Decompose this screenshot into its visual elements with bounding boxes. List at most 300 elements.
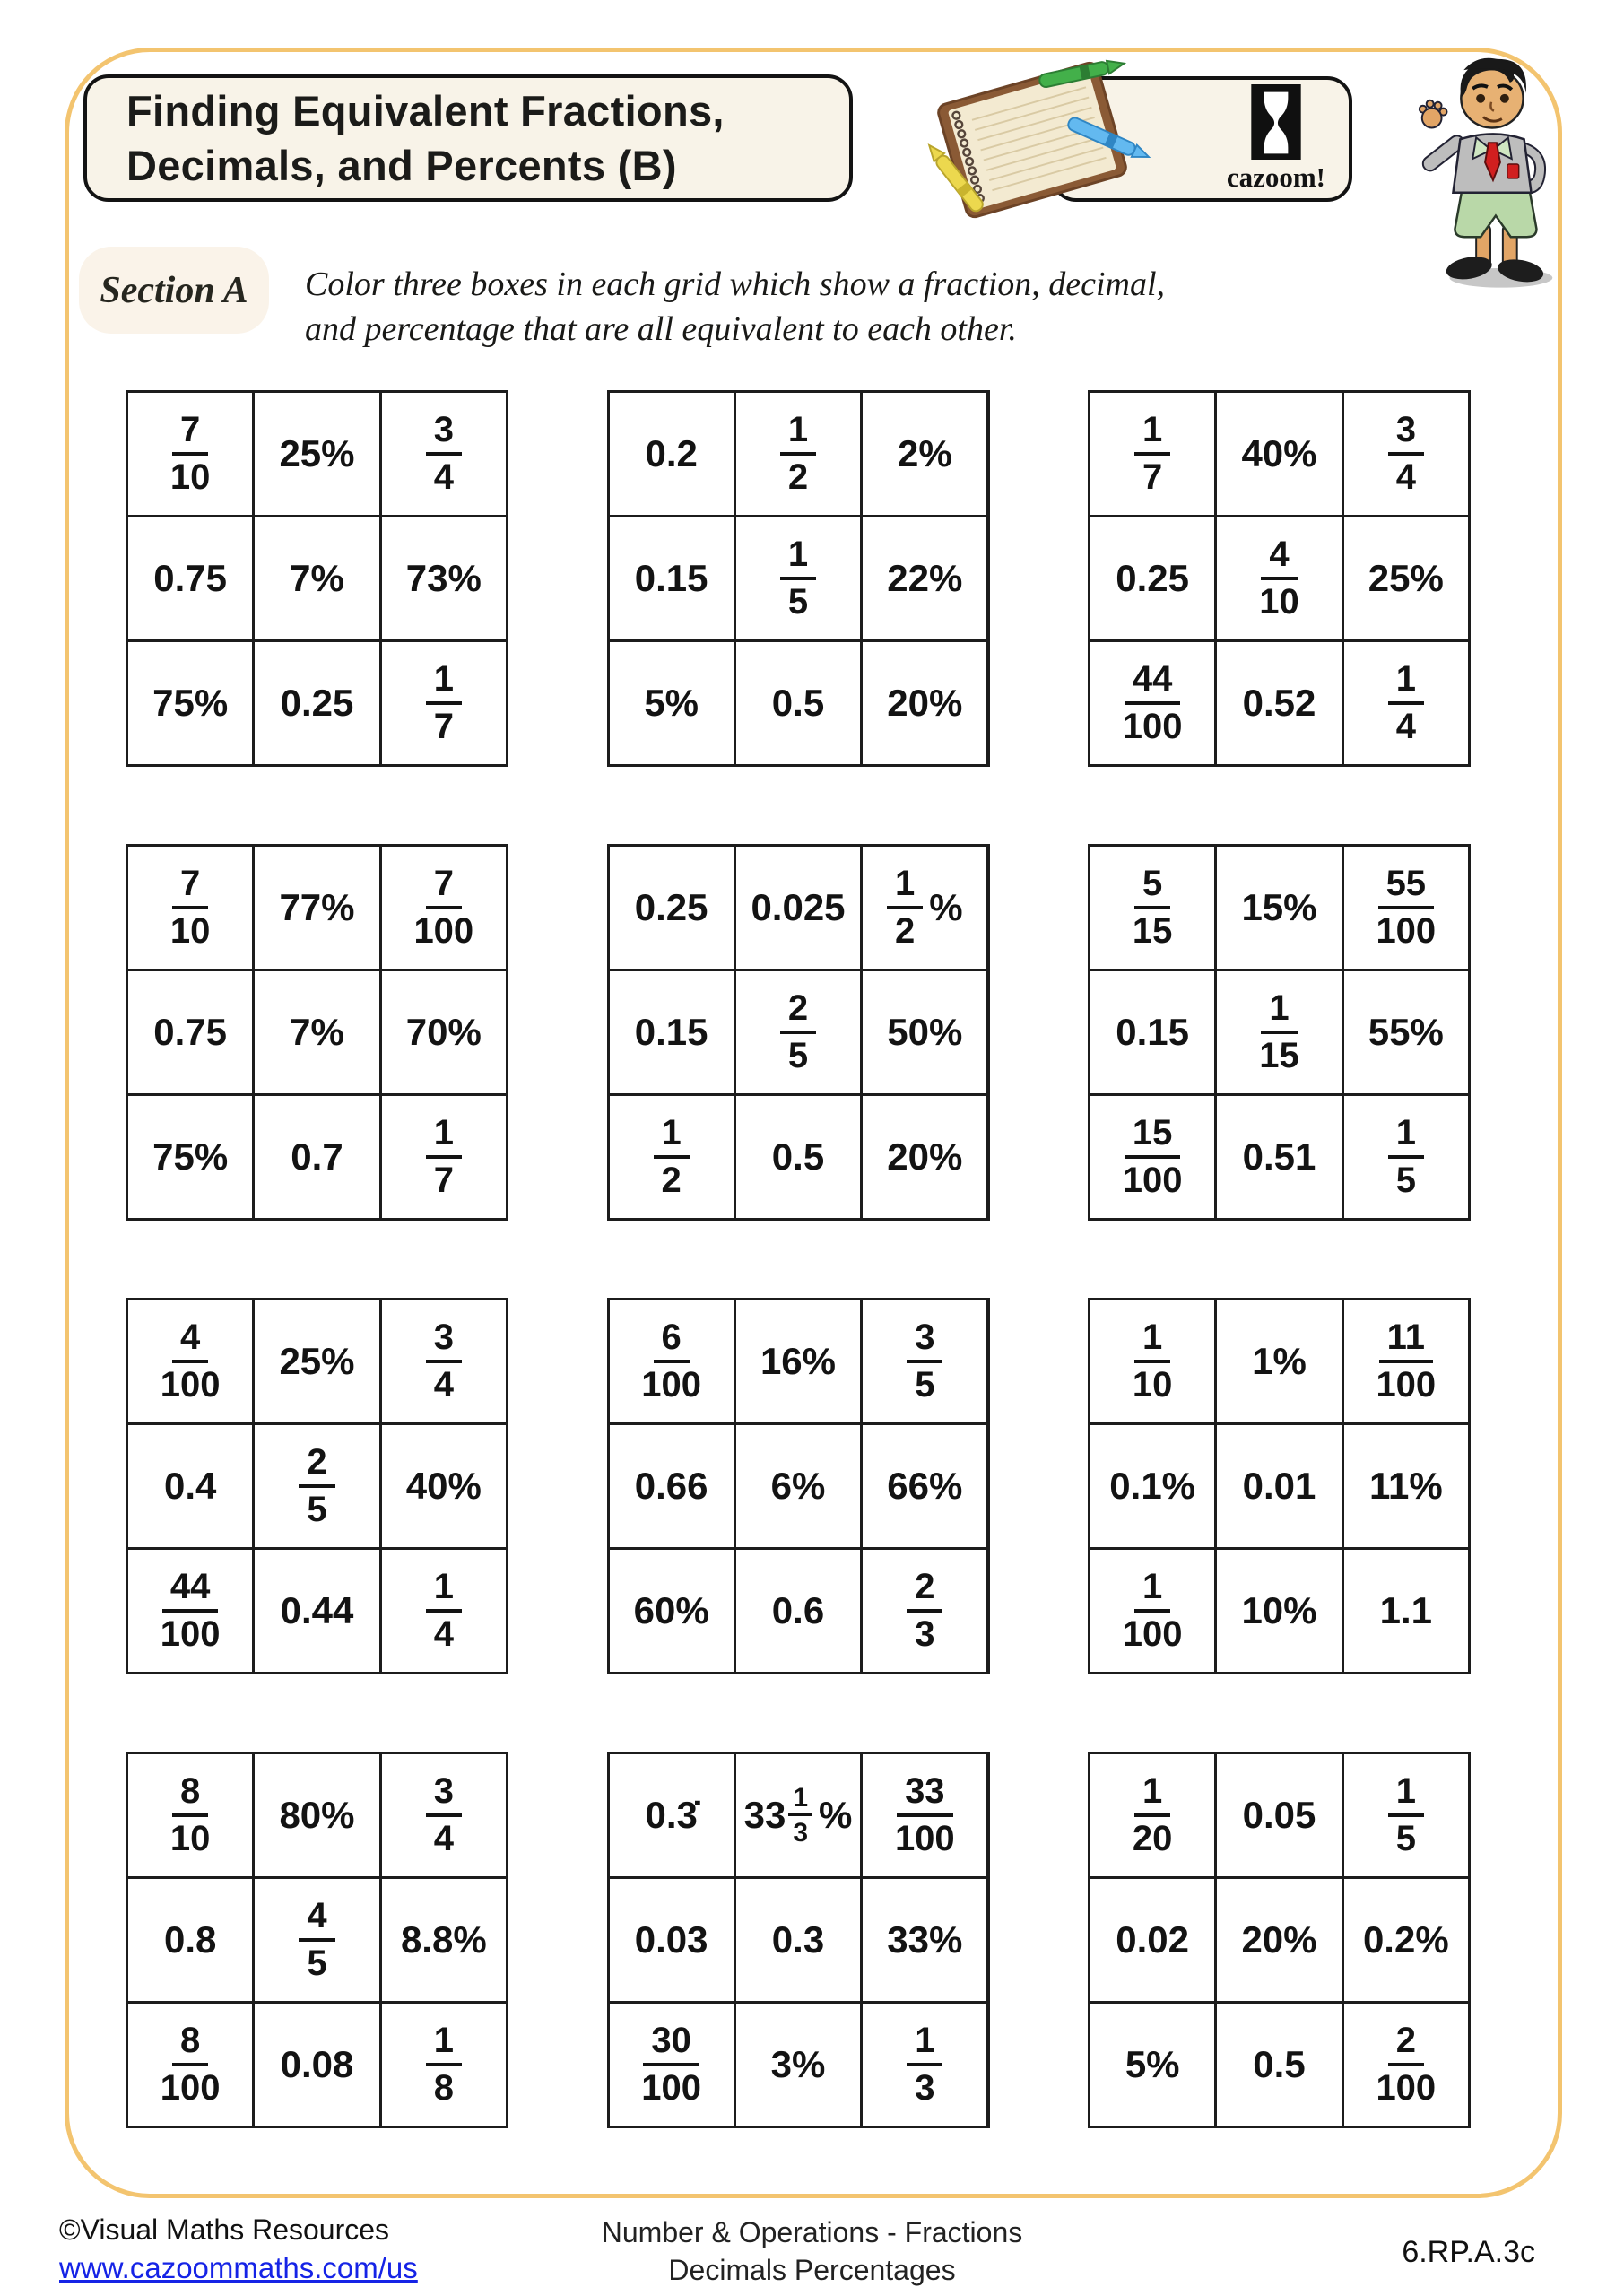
fraction-numerator: 5 (1134, 865, 1170, 909)
fraction-numerator: 1 (1134, 1319, 1170, 1363)
cell-value: 40% (1241, 432, 1317, 474)
boy-illustration (1402, 43, 1579, 292)
grid-8-cell-r3-c2[interactable] (736, 1550, 860, 1672)
grid-6-cell-r3-c3[interactable] (1344, 1096, 1468, 1218)
grid-10-cell-r3-c3[interactable] (382, 2004, 506, 2126)
fraction-numerator: 3 (907, 1319, 942, 1363)
grid-1-cell-r2-c2[interactable] (255, 517, 378, 639)
equivalence-grid-7 (126, 1298, 508, 1674)
fraction-numerator: 1 (788, 1785, 812, 1816)
grid-7-cell-r2-c2[interactable] (255, 1425, 378, 1547)
grid-3-cell-r3-c3[interactable] (1344, 642, 1468, 764)
fraction (299, 1444, 334, 1528)
grid-3-cell-r3-c1[interactable] (1090, 642, 1214, 764)
cell-value: 5% (644, 682, 699, 724)
cell-value: 0.05 (1242, 1794, 1316, 1836)
standard-code: 6.RP.A.3c (1402, 2235, 1535, 2269)
grid-11-cell-r3-c3[interactable] (863, 2004, 986, 2126)
fraction (161, 1319, 221, 1404)
percent-suffix: % (929, 886, 963, 928)
grid-6-cell-r2-c2[interactable] (1217, 971, 1341, 1093)
grid-5-cell-r3-c2[interactable] (736, 1096, 860, 1218)
fraction-numerator: 1 (1134, 1569, 1170, 1613)
fraction-numerator: 1 (654, 1115, 690, 1159)
grid-1-cell-r1-c2[interactable] (255, 393, 378, 515)
grid-12-cell-r1-c3[interactable] (1344, 1754, 1468, 1876)
fraction (1388, 1773, 1424, 1857)
fraction-numerator: 3 (1388, 412, 1424, 456)
fraction-numerator: 2 (907, 1569, 942, 1613)
grid-12-cell-r3-c2[interactable] (1217, 2004, 1341, 2126)
fraction-denominator: 7 (433, 707, 454, 746)
cell-value: 0.15 (1116, 1011, 1190, 1053)
grid-2-cell-r3-c3[interactable] (863, 642, 986, 764)
equivalence-grid-9 (1088, 1298, 1471, 1674)
equivalence-grid-5 (607, 844, 990, 1221)
grid-8-cell-r2-c3[interactable] (863, 1425, 986, 1547)
fraction-denominator: 2 (895, 911, 916, 951)
fraction-numerator: 1 (1388, 661, 1424, 705)
grid-7-cell-r3-c2[interactable] (255, 1550, 378, 1672)
fraction-denominator: 100 (1376, 2068, 1437, 2108)
grid-4-cell-r2-c3[interactable] (382, 971, 506, 1093)
cazoommaths-link[interactable]: www.cazoommaths.com/us (59, 2251, 418, 2284)
fraction (1259, 990, 1299, 1074)
grid-5-cell-r2-c3[interactable] (863, 971, 986, 1093)
fraction (161, 2022, 221, 2107)
fraction (654, 1115, 690, 1199)
grid-1-cell-r3-c3[interactable] (382, 642, 506, 764)
fraction-denominator: 15 (1259, 1036, 1299, 1075)
grid-7-cell-r2-c1[interactable] (128, 1425, 252, 1547)
grid-8-cell-r1-c2[interactable] (736, 1300, 860, 1422)
copyright-text: ©Visual Maths Resources (59, 2213, 390, 2246)
grids-area (126, 390, 1471, 2128)
grid-7-cell-r1-c2[interactable] (255, 1300, 378, 1422)
grid-7-cell-r1-c3[interactable] (382, 1300, 506, 1422)
cell-value: 25% (279, 1340, 355, 1382)
cell-value: 0.08 (280, 2043, 354, 2085)
cell-value: 0.03 (634, 1918, 708, 1961)
equivalence-grid-3 (1088, 390, 1471, 767)
grid-12-cell-r3-c1[interactable] (1090, 2004, 1214, 2126)
fraction-denominator: 15 (1132, 911, 1173, 951)
cell-value: 1.1 (1379, 1589, 1433, 1631)
fraction-numerator: 8 (172, 1773, 208, 1817)
fraction-numerator: 1 (426, 2022, 462, 2066)
grid-1-cell-r1-c3[interactable] (382, 393, 506, 515)
equivalence-grid-1 (126, 390, 508, 767)
grid-3-cell-r2-c1[interactable] (1090, 517, 1214, 639)
grid-3-cell-r2-c3[interactable] (1344, 517, 1468, 639)
cell-value: 25% (1368, 557, 1444, 599)
grid-9-cell-r1-c3[interactable] (1344, 1300, 1468, 1422)
cell-value: 0.7 (291, 1135, 343, 1178)
fraction-denominator: 5 (307, 1490, 327, 1529)
fraction (907, 1569, 942, 1653)
cell-value: 11% (1368, 1465, 1443, 1507)
cell-value: 8.8% (400, 1918, 487, 1961)
grid-9-cell-r3-c3[interactable] (1344, 1550, 1468, 1672)
page-title-line-2: Decimals, and Percents (B) (126, 142, 677, 189)
fraction (426, 1319, 462, 1404)
fraction-denominator: 8 (433, 2068, 454, 2108)
fraction (161, 1569, 221, 1653)
cell-value: 0.25 (280, 682, 354, 724)
grid-8-cell-r3-c3[interactable] (863, 1550, 986, 1672)
cell-value: 0.2 (645, 432, 698, 474)
cell-value: 0.3 (771, 1918, 825, 1961)
mixed-number-whole: 33 (743, 1794, 786, 1836)
fraction-numerator: 1 (426, 1115, 462, 1159)
cell-value: 0.6 (771, 1589, 825, 1631)
fraction-denominator: 7 (433, 1161, 454, 1200)
fraction-numerator: 8 (172, 2022, 208, 2066)
fraction-numerator: 2 (780, 990, 816, 1034)
grid-1-cell-r2-c1[interactable] (128, 517, 252, 639)
footer-category-line-1: Number & Operations - Fractions (601, 2216, 1023, 2248)
fraction (1388, 661, 1424, 745)
grid-11-cell-r1-c1[interactable] (610, 1754, 734, 1876)
grid-10-cell-r1-c3[interactable] (382, 1754, 506, 1876)
grid-4-cell-r3-c3[interactable] (382, 1096, 506, 1218)
fraction-denominator: 5 (915, 1365, 935, 1405)
fraction (426, 1569, 462, 1653)
fraction-denominator: 7 (1142, 457, 1163, 497)
fraction (641, 2022, 701, 2107)
fraction-denominator: 100 (1122, 1614, 1183, 1654)
grid-3-cell-r1-c1[interactable] (1090, 393, 1214, 515)
equivalence-grid-8 (607, 1298, 990, 1674)
cell-value: 0.01 (1242, 1465, 1316, 1507)
grid-9-cell-r2-c2[interactable] (1217, 1425, 1341, 1547)
fraction (1259, 536, 1299, 621)
cell-value: 6% (770, 1465, 826, 1507)
fraction (1376, 2022, 1436, 2107)
fraction-denominator: 100 (894, 1819, 955, 1858)
fraction-numerator: 1 (1134, 412, 1170, 456)
cell-value: 0.25 (634, 886, 708, 928)
grid-8-cell-r1-c3[interactable] (863, 1300, 986, 1422)
equivalence-grid-11 (607, 1752, 990, 2128)
cell-value: 7% (290, 557, 344, 599)
grid-7-cell-r2-c3[interactable] (382, 1425, 506, 1547)
cell-value: 0.44 (280, 1589, 354, 1631)
grid-5-cell-r2-c2[interactable] (736, 971, 860, 1093)
fraction (641, 1319, 701, 1404)
grid-6-cell-r1-c1[interactable] (1090, 847, 1214, 969)
fraction (1388, 412, 1424, 496)
cazoom-brand-text: cazoom! (1226, 161, 1325, 193)
grid-8-cell-r2-c1[interactable] (610, 1425, 734, 1547)
grid-6-cell-r3-c2[interactable] (1217, 1096, 1341, 1218)
fraction-denominator: 4 (433, 1819, 454, 1858)
cell-value: 5% (1125, 2043, 1180, 2085)
fraction-denominator: 5 (1395, 1161, 1416, 1200)
fraction-denominator: 10 (169, 457, 211, 497)
fraction-denominator: 4 (1395, 457, 1416, 497)
instructions-line-1: Color three boxes in each grid which show a fraction, decimal, (305, 265, 1166, 303)
fraction (780, 990, 816, 1074)
cell-value: 33% (887, 1918, 963, 1961)
fraction (170, 865, 211, 950)
fraction (170, 1773, 211, 1857)
cell-value: 50% (887, 1011, 963, 1053)
grid-3-cell-r1-c2[interactable] (1217, 393, 1341, 515)
grid-7-cell-r3-c1[interactable] (128, 1550, 252, 1672)
grid-8-cell-r1-c1[interactable] (610, 1300, 734, 1422)
fraction-denominator: 4 (1395, 707, 1416, 746)
grid-5-cell-r3-c3[interactable] (863, 1096, 986, 1218)
fraction-denominator: 5 (787, 1036, 809, 1075)
cell-value: 1% (1252, 1340, 1307, 1382)
grid-9-cell-r1-c2[interactable] (1217, 1300, 1341, 1422)
fraction-denominator: 100 (160, 1365, 221, 1405)
title-box (83, 74, 853, 202)
grid-6-cell-r2-c3[interactable] (1344, 971, 1468, 1093)
grid-7-cell-r3-c3[interactable] (382, 1550, 506, 1672)
grid-6-cell-r1-c3[interactable] (1344, 847, 1468, 969)
grid-9-cell-r3-c2[interactable] (1217, 1550, 1341, 1672)
cell-value: 3% (770, 2043, 826, 2085)
cell-value: 0.51 (1242, 1135, 1316, 1178)
fraction-numerator: 30 (643, 2022, 699, 2066)
grid-5-cell-r1-c2[interactable] (736, 847, 860, 969)
grid-6-cell-r1-c2[interactable] (1217, 847, 1341, 969)
equivalence-grid-6 (1088, 844, 1471, 1221)
grid-5-cell-r3-c1[interactable] (610, 1096, 734, 1218)
cell-value: 55% (1368, 1011, 1444, 1053)
fraction-numerator: 4 (1261, 536, 1297, 580)
grid-3-cell-r2-c2[interactable] (1217, 517, 1341, 639)
grid-7-cell-r1-c1[interactable] (128, 1300, 252, 1422)
equivalence-grid-12 (1088, 1752, 1471, 2128)
fraction-numerator: 4 (299, 1898, 334, 1942)
fraction-numerator: 3 (426, 412, 462, 456)
grid-10-cell-r2-c1[interactable] (128, 1879, 252, 2001)
grid-5-cell-r1-c3[interactable] (863, 847, 986, 969)
grid-10-cell-r3-c2[interactable] (255, 2004, 378, 2126)
fraction-numerator: 7 (426, 865, 462, 909)
grid-8-cell-r3-c1[interactable] (610, 1550, 734, 1672)
percent-suffix: % (819, 1794, 853, 1836)
cell-value: 0.5 (771, 682, 825, 724)
grid-2-cell-r1-c1[interactable] (610, 393, 734, 515)
fraction (299, 1898, 334, 1982)
grid-9-cell-r2-c3[interactable] (1344, 1425, 1468, 1547)
footer-center (0, 2213, 1624, 2289)
fraction-numerator: 7 (172, 865, 208, 909)
grid-11-cell-r2-c2[interactable] (736, 1879, 860, 2001)
cell-value: 15% (1241, 886, 1317, 928)
fraction-numerator: 1 (1261, 990, 1297, 1034)
fraction-numerator: 44 (162, 1569, 219, 1613)
cell-value: 0.4 (163, 1465, 217, 1507)
fraction-denominator: 100 (1122, 1161, 1183, 1200)
cell-value: 0.2% (1362, 1918, 1449, 1961)
fraction (1133, 865, 1173, 950)
fraction (1388, 1115, 1424, 1199)
cell-value: 80% (279, 1794, 355, 1836)
fraction-numerator: 44 (1125, 661, 1181, 705)
cell-value: 75% (152, 682, 229, 724)
grid-2-cell-r3-c1[interactable] (610, 642, 734, 764)
grid-11-cell-r1-c3[interactable] (863, 1754, 986, 1876)
fraction (1133, 1319, 1173, 1404)
grid-4-cell-r3-c2[interactable] (255, 1096, 378, 1218)
grid-6-cell-r3-c1[interactable] (1090, 1096, 1214, 1218)
fraction-denominator: 10 (1259, 582, 1299, 622)
grid-10-cell-r1-c2[interactable] (255, 1754, 378, 1876)
fraction-denominator: 3 (915, 1614, 935, 1654)
fraction (907, 1319, 942, 1404)
fraction-denominator: 4 (433, 1614, 454, 1654)
cell-value: 2% (897, 432, 952, 474)
instructions-text (305, 262, 1345, 352)
fraction-denominator: 10 (1132, 1365, 1173, 1405)
cell-value: 20% (887, 682, 963, 724)
cell-value: 0.1% (1109, 1465, 1196, 1507)
grid-5-cell-r2-c1[interactable] (610, 971, 734, 1093)
grid-1-cell-r2-c3[interactable] (382, 517, 506, 639)
grid-2-cell-r2-c3[interactable] (863, 517, 986, 639)
grid-5-cell-r1-c1[interactable] (610, 847, 734, 969)
cell-value: 25% (279, 432, 355, 474)
fraction (426, 1115, 462, 1199)
fraction-denominator: 3 (915, 2068, 935, 2108)
fraction-denominator: 2 (787, 457, 809, 497)
grid-10-cell-r2-c3[interactable] (382, 1879, 506, 2001)
cell-value: 73% (405, 557, 482, 599)
fraction-denominator: 10 (169, 1819, 211, 1858)
fraction (426, 412, 462, 496)
cell-value: 75% (152, 1135, 229, 1178)
grid-4-cell-r2-c1[interactable] (128, 971, 252, 1093)
fraction-numerator: 1 (907, 2022, 942, 2066)
cell-value: 0.25 (1116, 557, 1190, 599)
grid-4-cell-r1-c3[interactable] (382, 847, 506, 969)
grid-4-cell-r2-c2[interactable] (255, 971, 378, 1093)
fraction-numerator: 3 (426, 1319, 462, 1363)
cell-value: 20% (1241, 1918, 1317, 1961)
grid-12-cell-r2-c1[interactable] (1090, 1879, 1214, 2001)
fraction (426, 661, 462, 745)
grid-12-cell-r3-c3[interactable] (1344, 2004, 1468, 2126)
fraction-numerator: 1 (426, 661, 462, 705)
cell-value: 22% (887, 557, 963, 599)
fraction (1133, 1773, 1173, 1857)
grid-9-cell-r3-c1[interactable] (1090, 1550, 1214, 1672)
cell-value: 77% (279, 886, 355, 928)
fraction (907, 2022, 942, 2107)
cazoom-logo (1227, 84, 1325, 194)
equivalence-grid-2 (607, 390, 990, 767)
fraction-numerator: 1 (1388, 1115, 1424, 1159)
grid-1-cell-r1-c1[interactable] (128, 393, 252, 515)
cell-value: 0.15 (634, 557, 708, 599)
cell-value: 0.5 (1253, 2043, 1306, 2085)
grid-3-cell-r3-c2[interactable] (1217, 642, 1341, 764)
cell-value: 70% (405, 1011, 482, 1053)
grid-2-cell-r2-c1[interactable] (610, 517, 734, 639)
fraction-denominator: 100 (1376, 1365, 1437, 1405)
fraction-denominator: 3 (793, 1817, 809, 1848)
fraction-numerator: 1 (1388, 1773, 1424, 1817)
grid-10-cell-r3-c1[interactable] (128, 2004, 252, 2126)
grid-10-cell-r1-c1[interactable] (128, 1754, 252, 1876)
grid-11-cell-r2-c1[interactable] (610, 1879, 734, 2001)
fraction (1123, 1569, 1183, 1653)
fraction-denominator: 5 (307, 1944, 327, 1983)
fraction-denominator: 100 (413, 911, 474, 951)
fraction-denominator: 100 (160, 2068, 221, 2108)
grid-8-cell-r2-c2[interactable] (736, 1425, 860, 1547)
cell-value: 0.8 (163, 1918, 217, 1961)
grid-1-cell-r3-c2[interactable] (255, 642, 378, 764)
grid-12-cell-r2-c2[interactable] (1217, 1879, 1341, 2001)
grid-4-cell-r1-c2[interactable] (255, 847, 378, 969)
grid-12-cell-r1-c2[interactable] (1217, 1754, 1341, 1876)
fraction (780, 536, 816, 621)
cell-value: 0.025 (751, 886, 846, 928)
fraction-numerator: 4 (172, 1319, 208, 1363)
grid-10-cell-r2-c2[interactable] (255, 1879, 378, 2001)
fraction-numerator: 6 (654, 1319, 690, 1363)
fraction-numerator: 2 (1388, 2022, 1424, 2066)
fraction-numerator: 1 (780, 412, 816, 456)
grid-11-cell-r3-c1[interactable] (610, 2004, 734, 2126)
grid-9-cell-r2-c1[interactable] (1090, 1425, 1214, 1547)
grid-11-cell-r1-c2[interactable] (736, 1754, 860, 1876)
grid-2-cell-r2-c2[interactable] (736, 517, 860, 639)
grid-2-cell-r1-c3[interactable] (863, 393, 986, 515)
grid-11-cell-r3-c2[interactable] (736, 2004, 860, 2126)
grid-12-cell-r1-c1[interactable] (1090, 1754, 1214, 1876)
grid-1-cell-r3-c1[interactable] (128, 642, 252, 764)
fraction (1134, 412, 1170, 496)
grid-3-cell-r1-c3[interactable] (1344, 393, 1468, 515)
fraction (1123, 661, 1183, 745)
grid-4-cell-r1-c1[interactable] (128, 847, 252, 969)
fraction-numerator: 3 (426, 1773, 462, 1817)
grid-9-cell-r1-c1[interactable] (1090, 1300, 1214, 1422)
grid-6-cell-r2-c1[interactable] (1090, 971, 1214, 1093)
fraction (1123, 1115, 1183, 1199)
cell-value: 0.52 (1242, 682, 1316, 724)
fraction (426, 2022, 462, 2107)
fraction-denominator: 4 (433, 457, 454, 497)
grid-11-cell-r2-c3[interactable] (863, 1879, 986, 2001)
fraction (1376, 865, 1436, 950)
cell-value: 0.75 (153, 557, 228, 599)
fraction-denominator: 10 (169, 911, 211, 951)
cell-value: 7% (290, 1011, 344, 1053)
equivalence-grid-4 (126, 844, 508, 1221)
fraction-numerator: 2 (299, 1444, 334, 1488)
fraction-numerator: 11 (1379, 1319, 1433, 1363)
cell-value: 0.66 (634, 1465, 708, 1507)
grid-2-cell-r1-c2[interactable] (736, 393, 860, 515)
grid-2-cell-r3-c2[interactable] (736, 642, 860, 764)
grid-4-cell-r3-c1[interactable] (128, 1096, 252, 1218)
cell-value: 0.75 (153, 1011, 228, 1053)
fraction (413, 865, 473, 950)
cell-value: 0.15 (634, 1011, 708, 1053)
grid-12-cell-r2-c3[interactable] (1344, 1879, 1468, 2001)
fraction-numerator: 1 (887, 865, 923, 909)
fraction (780, 412, 816, 496)
cell-value: 60% (633, 1589, 709, 1631)
